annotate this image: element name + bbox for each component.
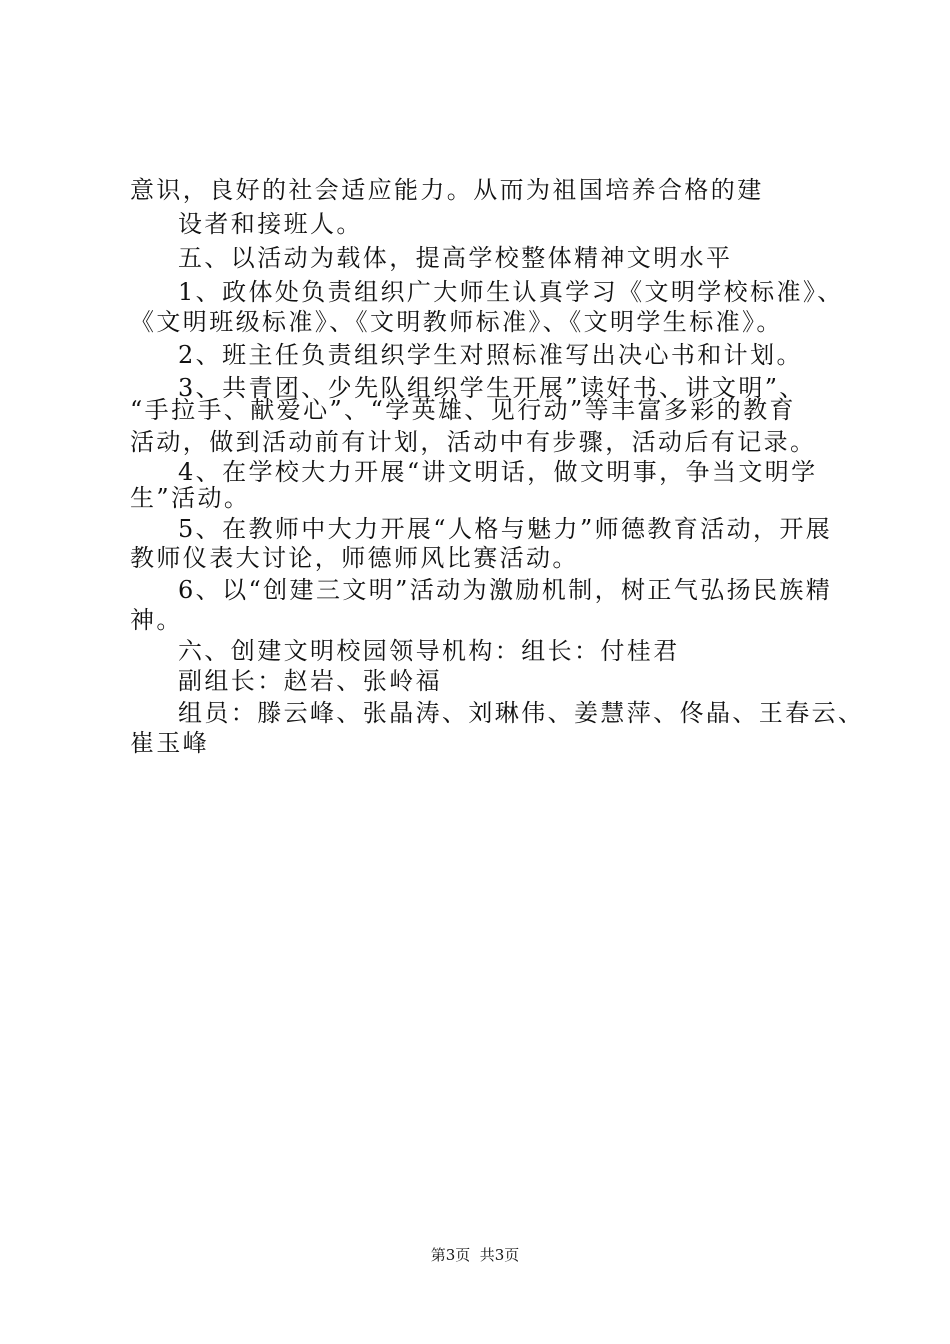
text-line: 教师仪表大讨论，师德师风比赛活动。 [130,544,579,572]
text-line: 设者和接班人。 [178,210,363,238]
text-line: 活动，做到活动前有计划，活动中有步骤，活动后有记录。 [130,428,817,456]
text-line: 3、共青团、少先队组织学生开展”读好书、讲文明”、 [178,374,806,402]
text-line: 组员：滕云峰、张晶涛、刘琳伟、姜慧萍、佟晶、王春云、 [178,699,865,727]
section-heading: 六、创建文明校园领导机构：组长：付桂君 [178,637,680,665]
text-line: 生”活动。 [130,484,251,512]
text-line: 崔玉峰 [130,729,210,757]
text-line: 神。 [130,606,183,634]
text-line: 《文明班级标准》、《文明教师标准》、《文明学生标准》。 [130,308,783,336]
text-line: “手拉手、献爱心”、“学英雄、见行动”等丰富多彩的教育 [130,396,796,424]
text-line: 2、班主任负责组织学生对照标准写出决心书和计划。 [178,341,803,369]
page-footer: 第3页 共3页 [430,1246,520,1264]
section-heading: 五、以活动为载体，提高学校整体精神文明水平 [178,244,733,272]
text-line: 意识，良好的社会适应能力。从而为祖国培养合格的建 [130,176,764,204]
text-line: 5、在教师中大力开展“人格与魅力”师德教育活动，开展 [178,515,833,543]
text-line: 副组长：赵岩、张岭福 [178,667,442,695]
text-line: 4、在学校大力开展“讲文明话，做文明事，争当文明学 [178,458,818,486]
text-line: 1、政体处负责组织广大师生认真学习《文明学校标准》、 [178,278,844,306]
text-line: 6、以“创建三文明”活动为激励机制，树正气弘扬民族精 [178,576,833,604]
